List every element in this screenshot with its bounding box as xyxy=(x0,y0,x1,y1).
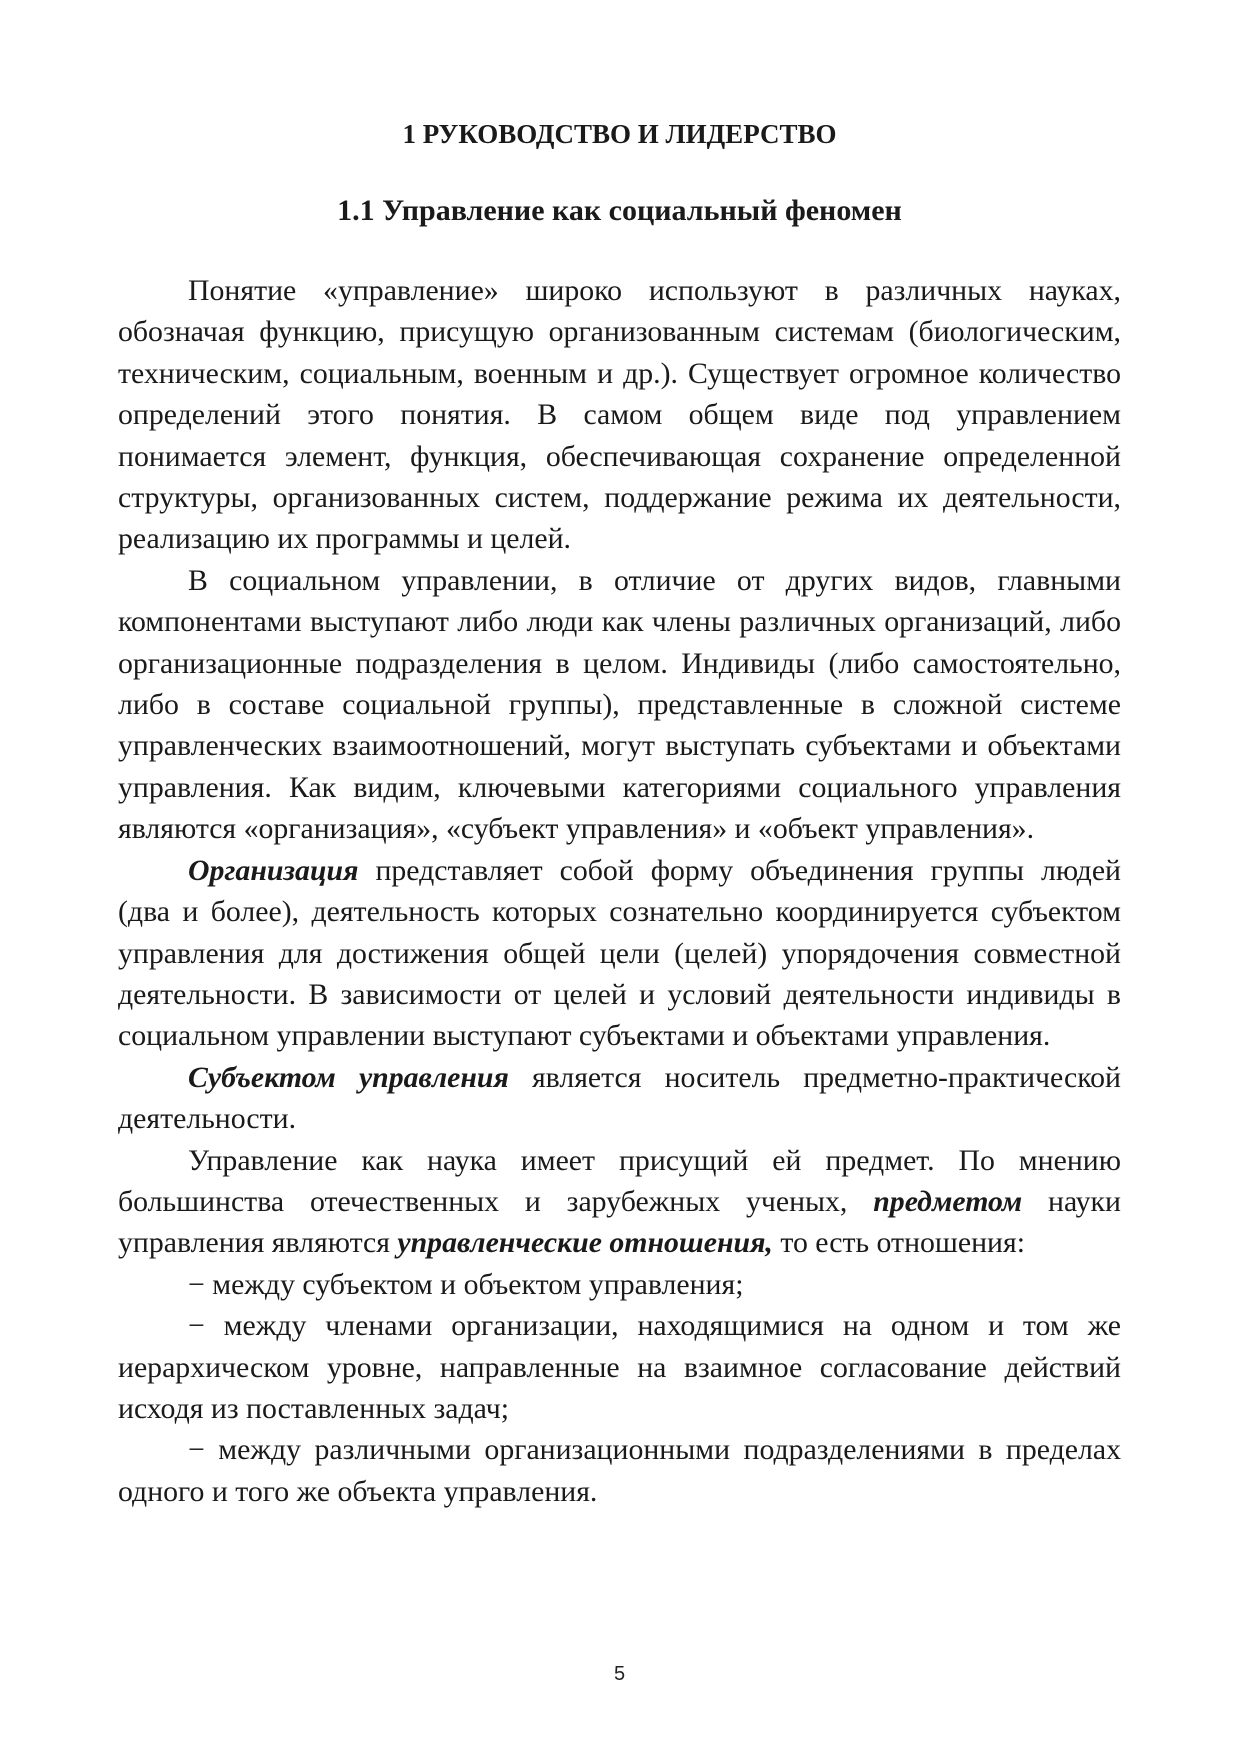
term-management-relations: управленческие отношения, xyxy=(397,1226,773,1260)
paragraph-3-text: представляет собой форму объединения группы людей (два и более), деятельность которых сознательно координируется субъектом управления для достижения общей цели (целей) упорядочения совместной деятельности. В зависимости от целей и условий деятельности индивиды в социальном управлении выступают субъектами и объектами управления. xyxy=(118,853,1121,1053)
paragraph-4 xyxy=(118,1057,1121,1140)
paragraph-5-start: Управление как наука имеет присущий ей предмет. По мнению большинства отечественных и зарубежных ученых, xyxy=(118,1143,1121,1218)
paragraph-4-text: является носитель предметно-практической деятельности. xyxy=(118,1060,1122,1136)
paragraph-5-mid: науки управления являются xyxy=(118,1184,1121,1260)
paragraph-1: Понятие «управление» широко используют в различных науках, обозначая функцию, присущую организованным системам (биологическим, техническим, социальным, военным и др.). Существует огромное количество определений этого понятия. В самом общем виде под управлением понимается элемент, функция, обеспечивающая сохранение определенной структуры, организованных систем, поддержание режима их деятельности, реализацию их программы и целей. xyxy=(118,274,1121,556)
list-item: − между членами организации, находящимися на одном и том же иерархическом уровне, направленные на взаимное согласование действий исходя из поставленных задач; xyxy=(118,1309,1121,1425)
section-title: 1.1 Управление как социальный феномен xyxy=(337,194,902,227)
body-text xyxy=(118,270,1121,1512)
term-subject-matter: предметом xyxy=(873,1184,1023,1218)
term-subject: Субъектом управления xyxy=(188,1060,509,1094)
paragraph-5 xyxy=(118,1140,1121,1264)
document-page xyxy=(118,0,1121,1754)
paragraph-5-end: то есть отношения: xyxy=(772,1226,1025,1260)
paragraph-2: В социальном управлении, в отличие от других видов, главными компонентами выступают либо люди как члены различных организаций, либо организационные подразделения в целом. Индивиды (либо самостоятельно, либо в составе социальной группы), представленные в сложной системе управленческих взаимоотношений, могут выступать субъектами и объектами управления. Как видим, ключевыми категориями социального управления являются «организация», «субъект управления» и «объект управления». xyxy=(118,563,1121,846)
list-item: − между субъектом и объектом управления; xyxy=(188,1267,744,1301)
chapter-title: 1 РУКОВОДСТВО И ЛИДЕРСТВО xyxy=(402,119,837,149)
page-number: 5 xyxy=(613,1663,626,1685)
list-item: − между различными организационными подразделениями в пределах одного и того же объекта управления. xyxy=(118,1433,1121,1508)
term-organization: Организация xyxy=(188,853,359,887)
paragraph-3 xyxy=(118,850,1121,1057)
